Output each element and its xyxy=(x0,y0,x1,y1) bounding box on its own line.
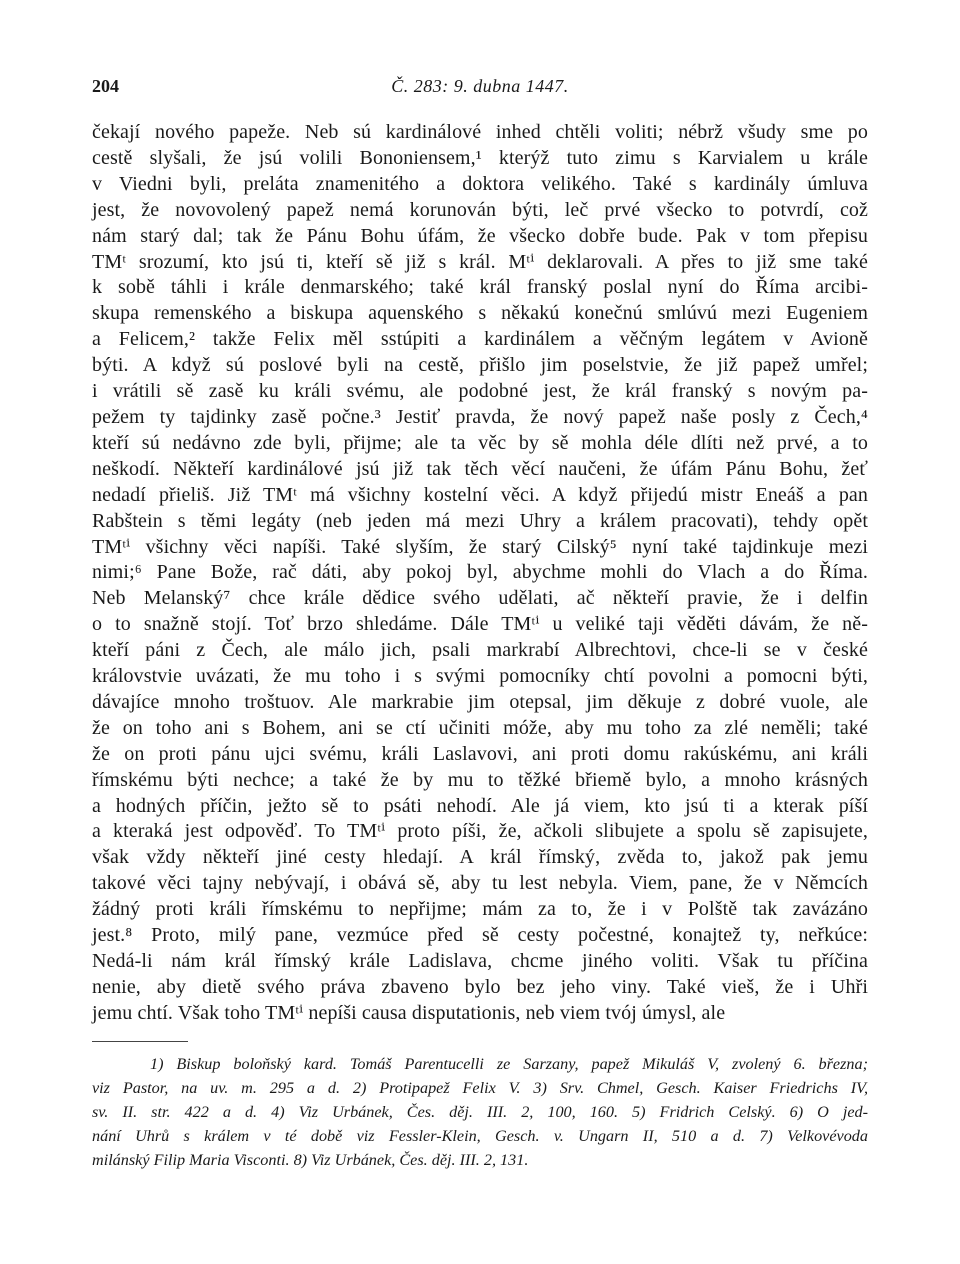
body-text-line: takové věci tajny nebývají, i obává sě, aby tu lest nebyla. Viem, pane, že v Němcích xyxy=(92,872,868,895)
body-text-line: jest.⁸ Proto, milý pane, vezmúce před sě cesty počestné, konajtež ty, neřkúce: xyxy=(92,924,868,947)
body-text-line: dávajíce mnoho troštuov. Ale markrabie jim otepsal, jim děkuje z dobré vuole, ale xyxy=(92,690,868,713)
body-text-line: kteří páni z Čech, ale málo jich, psali markrabí Albrechtovi, chce-li se v české xyxy=(92,639,868,662)
body-text-line: Rabštein s těmi legáty (neb jeden má mezi Uhry a králem pracovati), tehdy opět xyxy=(92,509,868,532)
body-text-line: a hodných příčin, ježto sě to psáti nehodí. Ale já viem, kto jsú ti a kterak píší xyxy=(92,794,868,817)
page-header xyxy=(92,70,868,104)
body-text-line: Nedá-li nám král římský krále Ladislava, chcme jiného voliti. Však tu příčina xyxy=(92,950,868,972)
footnotes xyxy=(92,1052,868,1172)
body-text-line: a kteraká jest odpověď. To TMᵗⁱ proto píši, že, ačkoli slibujete a spolu sě zapisujete, xyxy=(92,820,868,843)
footnote-line: 1) Biskup boloňský kard. Tomáš Parentucelli ze Sarzany, papež Mikuláš V, zvolený 6. března; xyxy=(150,1054,868,1073)
body-text-line: k sobě táhli i krále denmarského; také král franský poslal nyní do Říma arcibi- xyxy=(92,276,868,299)
body-text-line: římskému býti nechce; a také že by mu to těžké břiemě bylo, a mnoho krásných xyxy=(92,768,868,791)
body-text-line: však vždy někteří jiné cesty hledají. A král římský, zvěda to, jakož pak jemu xyxy=(92,846,868,869)
body-text-line: o to snažně stojí. Toť brzo shledáme. Dále TMᵗⁱ u veliké taji věděti dávám, že ně- xyxy=(92,613,868,636)
footnote-line: sv. II. str. 422 a d. 4) Viz Urbánek, Čes. děj. III. 2, 100, 160. 5) Fridrich Celský. 6) O jed- xyxy=(92,1102,868,1121)
body-text-line: žádný proti králi římskému to nepřijme; mám za to, že i v Polště tak zavázáno xyxy=(92,898,868,921)
body-text-line: v Viedni byli, preláta znamenitého a doktora velikého. Také s kardinály úmluva xyxy=(92,172,868,195)
body-text-line: pežem ty tajdinky zasě počne.³ Jestiť pravda, že nový papež naše posly z Čech,⁴ xyxy=(92,405,868,428)
document-page xyxy=(92,70,868,1172)
body-text-line: skupa remenského a biskupa aquenského s někakú konečnú smlúvú mezi Eugeniem xyxy=(92,302,868,325)
body-text-line: TMᵗⁱ všichny věci napíši. Také slyším, že starý Cilský⁵ nyní také tajdinkuje mezi xyxy=(92,535,868,558)
body-text-line: nedadí přieliš. Již TMᵗ má všichny kostelní věci. A když přijedú mistr Eneáš a pan xyxy=(92,483,868,506)
body-text-line: Neb Melanský⁷ chce krále dědice svého udělati, ač někteří pravie, že i delfin xyxy=(92,587,868,610)
body-text-line: a Felicem,² takže Felix měl sstúpiti a kardinálem a věčným legátem v Avioně xyxy=(92,328,868,351)
footnote-line: milánský Filip Maria Visconti. 8) Viz Urbánek, Čes. děj. III. 2, 131. xyxy=(92,1150,529,1169)
body-text-line: jest, že novovolený papež nemá korunován býti, leč prvé všecko to potvrdí, což xyxy=(92,198,868,221)
body-text-line: nám starý dal; tak že Pánu Bohu úfám, že všecko dobře bude. Pak v tom přepisu xyxy=(92,224,868,247)
footnote-line: nání Uhrů s králem v té době viz Fessler-Klein, Gesch. v. Ungarn II, 510 a d. 7) Velkovévoda xyxy=(92,1126,868,1145)
page-number: 204 xyxy=(92,76,119,96)
footnote-line: viz Pastor, na uv. m. 295 a d. 2) Protipapež Felix V. 3) Srv. Chmel, Gesch. Kaiser Friedrichs IV, xyxy=(92,1078,868,1097)
letter-body-text xyxy=(92,120,868,1027)
body-text-line: i vrátili sě zasě ku králi svému, ale podobné jest, že král franský s novým pa- xyxy=(92,380,868,403)
body-text-line: že on proti pánu ujci svému, králi Laslavovi, ani proti domu rakúskému, ani králi xyxy=(92,742,868,765)
body-text-line: nenie, aby dietě svého práva zbaveno bylo bez jeho viny. Také vieš, že i Uhři xyxy=(92,975,868,998)
body-text-line: neškodí. Někteří kardinálové jsú již tak těch věcí naučeni, že úfám Pánu Bohu, žeť xyxy=(92,457,868,480)
body-text-line: TMᵗ srozumí, kto jsú ti, kteří sě již s král. Mᵗⁱ deklarovali. A přes to již sme také xyxy=(92,250,868,273)
body-text-line: královstvie uvázati, že mu toho i s svými pomocníky chtí povolni a pomocni býti, xyxy=(92,665,868,688)
body-text-line: čekají nového papeže. Neb sú kardinálové inhed chtěli voliti; nébrž všudy sme po xyxy=(92,121,868,143)
body-text-line: kteří sú nedávno zde byli, přijme; ale ta věc by sě mohla déle dlíti než prvé, a to xyxy=(92,431,868,454)
body-text-line: cestě slyšali, že jsú volili Bononiensem,¹ kterýž tuto zimu s Karvialem u krále xyxy=(92,146,868,169)
body-text-line: že on toho ani s Bohem, ani se ctí učiniti móže, aby mu toho za zlé neměli; také xyxy=(92,716,868,739)
body-text-line: nimi;⁶ Pane Bože, rač dáti, aby pokoj byl, abychme mohli do Vlach a do Říma. xyxy=(92,561,868,584)
body-text-line: jemu chtí. Však toho TMᵗⁱ nepíši causa disputationis, neb viem tvój úmysl, ale xyxy=(92,1001,726,1024)
running-head: Č. 283: 9. dubna 1447. xyxy=(391,76,569,96)
body-text-line: býti. A když sú poslové byli na cestě, přišlo jim poselstvie, že již papež umřel; xyxy=(92,354,868,377)
footnote-divider xyxy=(92,1041,188,1042)
